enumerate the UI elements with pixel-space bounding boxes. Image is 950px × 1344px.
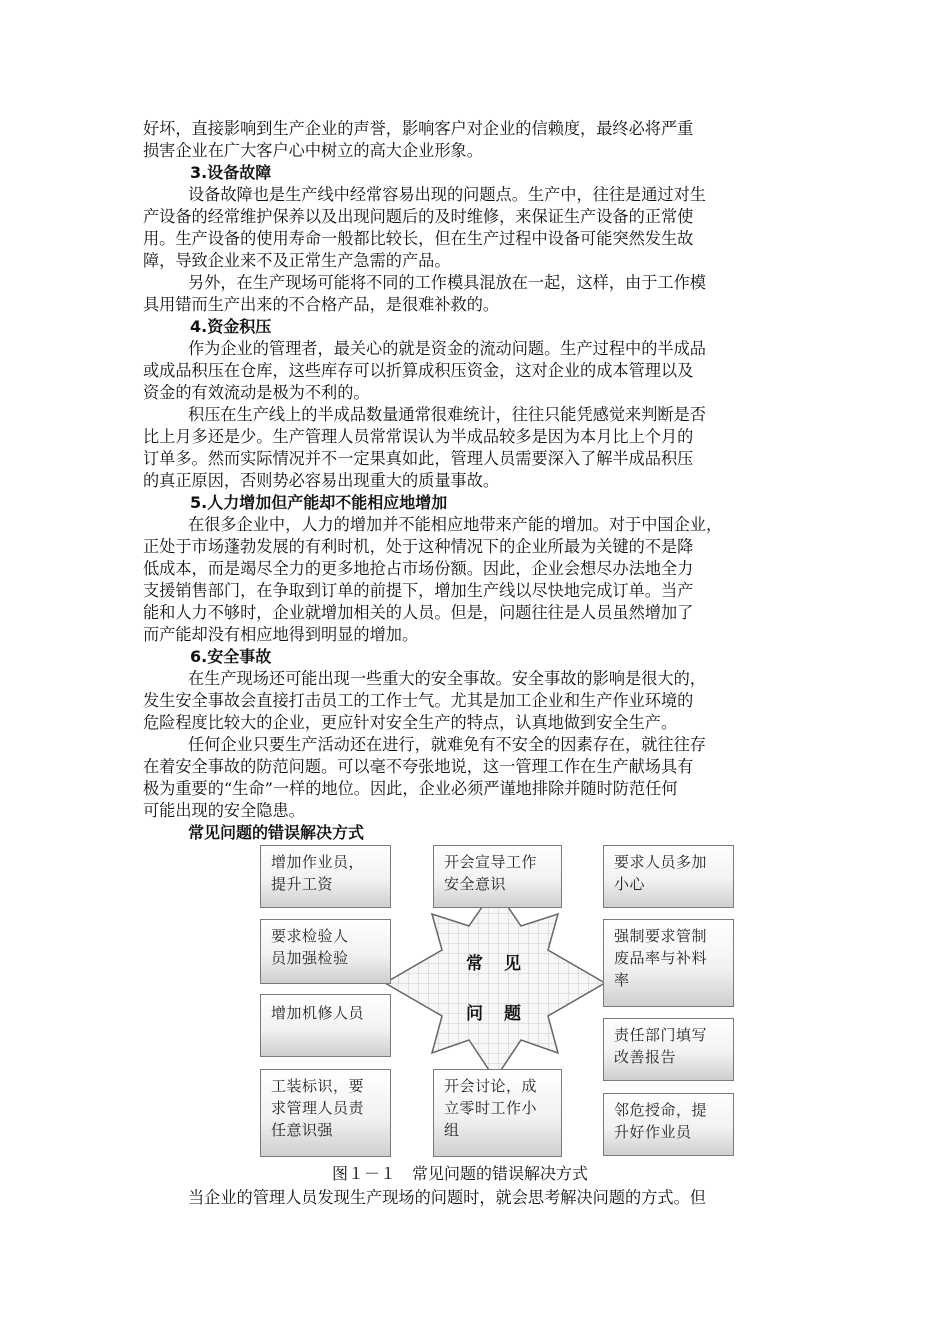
box-text: 立零时工作小 — [444, 1099, 538, 1117]
paragraph-line: 资金的有效流动是极为不利的。 — [143, 383, 370, 402]
box-text: 率 — [614, 971, 630, 989]
box-text: 小心 — [614, 875, 646, 893]
solution-box — [260, 994, 391, 1057]
box-text: 改善报告 — [614, 1048, 677, 1066]
box-text: 增加机修人员 — [271, 1004, 365, 1022]
box-text: 工装标识，要 — [271, 1077, 365, 1095]
paragraph-line: 损害企业在广大客户心中树立的高大企业形象。 — [143, 141, 483, 160]
solution-box — [603, 1093, 734, 1156]
section-heading-3: 3.设备故障 — [190, 163, 272, 182]
solution-box — [260, 845, 391, 908]
box-text: 开会宣导工作 — [444, 853, 538, 871]
paragraph-line: 而产能却没有相应地得到明显的增加。 — [143, 625, 419, 644]
paragraph-line: 极为重要的“生命”一样的地位。因此，企业必须严谨地排除并随时防范任何 — [143, 779, 678, 798]
box-text: 要求人员多加 — [614, 853, 708, 871]
box-text: 求管理人员责 — [271, 1099, 365, 1117]
star-shape — [385, 888, 605, 1079]
box-text: 组 — [444, 1121, 460, 1139]
box-text: 开会讨论，成 — [444, 1077, 538, 1095]
paragraph-line: 设备故障也是生产线中经常容易出现的问题点。生产中，往往是通过对生 — [188, 185, 706, 204]
paragraph-line: 危险程度比较大的企业，更应针对安全生产的特点，认真地做到安全生产。 — [143, 713, 678, 732]
paragraph-line: 能和人力不够时，企业就增加相关的人员。但是，问题往往是人员虽然增加了 — [143, 603, 694, 622]
figure-heading: 常见问题的错误解决方式 — [188, 823, 365, 842]
solution-box — [260, 1069, 391, 1157]
figure-caption: 图１－１ 常见问题的错误解决方式 — [332, 1164, 589, 1183]
section-heading-6: 6.安全事故 — [190, 647, 272, 666]
paragraph-line: 用。生产设备的使用寿命一般都比较长，但在生产过程中设备可能突然发生故 — [143, 229, 694, 248]
paragraph-line: 在很多企业中，人力的增加并不能相应地带来产能的增加。对于中国企业， — [188, 515, 723, 534]
paragraph-line: 在生产现场还可能出现一些重大的安全事故。安全事故的影响是很大的， — [188, 669, 706, 688]
paragraph-line: 可能出现的安全隐患。 — [143, 801, 305, 820]
paragraph-line: 或成品积压在仓库，这些库存可以折算成积压资金，这对企业的成本管理以及 — [143, 361, 694, 380]
common-problems-figure — [258, 843, 736, 1159]
box-text: 责任部门填写 — [614, 1026, 708, 1044]
box-text: 邻危授命，提 — [614, 1101, 708, 1119]
paragraph-line: 障，导致企业来不及正常生产急需的产品。 — [143, 251, 451, 270]
box-text: 废品率与补料 — [614, 949, 708, 967]
paragraph-line: 低成本，而是竭尽全力的更多地抢占市场份额。因此，企业会想尽办法地全力 — [143, 559, 694, 578]
box-text: 任意识强 — [271, 1121, 334, 1139]
paragraph-line: 订单多。然而实际情况并不一定果真如此，管理人员需要深入了解半成品积压 — [143, 449, 694, 468]
paragraph-line: 在着安全事故的防范问题。可以毫不夸张地说，这一管理工作在生产献场具有 — [143, 757, 694, 776]
solution-box — [603, 845, 734, 908]
paragraph-line: 具用错而生产出来的不合格产品，是很难补救的。 — [143, 295, 500, 314]
box-text: 升好作业员 — [614, 1123, 692, 1141]
box-text: 安全意识 — [444, 875, 507, 893]
center-char: 问 — [466, 1004, 483, 1024]
center-char: 常 — [466, 954, 483, 974]
section-heading-5: 5.人力增加但产能却不能相应地增加 — [190, 493, 448, 512]
paragraph-line: 另外，在生产现场可能将不同的工作模具混放在一起，这样，由于工作模 — [188, 273, 706, 292]
paragraph-line: 当企业的管理人员发现生产现场的问题时，就会思考解决问题的方式。但 — [188, 1188, 706, 1207]
box-text: 要求检验人 — [271, 927, 349, 945]
paragraph-line: 的真正原因，否则势必容易出现重大的质量事故。 — [143, 471, 500, 490]
paragraph-line: 积压在生产线上的半成品数量通常很难统计，往往只能凭感觉来判断是否 — [188, 405, 706, 424]
paragraph-line: 正处于市场蓬勃发展的有利时机，处于这种情况下的企业所最为关键的不是降 — [143, 537, 694, 556]
section-heading-4: 4.资金积压 — [190, 317, 272, 336]
solution-box — [260, 919, 391, 984]
paragraph-line: 任何企业只要生产活动还在进行，就难免有不安全的因素存在，就往往存 — [188, 735, 706, 754]
paragraph-line: 发生安全事故会直接打击员工的工作士气。尤其是加工企业和生产作业环境的 — [143, 691, 694, 710]
solution-box — [433, 845, 562, 908]
box-text: 员加强检验 — [271, 949, 349, 967]
paragraph-line: 作为企业的管理者，最关心的就是资金的流动问题。生产过程中的半成品 — [188, 339, 706, 358]
paragraph-line: 好坏，直接影响到生产企业的声誉，影响客户对企业的信赖度，最终必将严重 — [143, 119, 694, 138]
solution-box — [603, 919, 734, 1007]
box-text: 提升工资 — [271, 875, 334, 893]
box-text: 强制要求管制 — [614, 927, 708, 945]
paragraph-line: 产设备的经常维护保养以及出现问题后的及时维修，来保证生产设备的正常使 — [143, 207, 694, 226]
solution-box — [603, 1018, 734, 1081]
paragraph-line: 支援销售部门，在争取到订单的前提下，增加生产线以尽快地完成订单。当产 — [143, 581, 694, 600]
box-text: 增加作业员， — [271, 853, 365, 871]
center-char: 见 — [504, 954, 521, 974]
paragraph-line: 比上月多还是少。生产管理人员常常误认为半成品较多是因为本月比上个月的 — [143, 427, 694, 446]
solution-box — [433, 1069, 562, 1157]
center-char: 题 — [504, 1004, 521, 1024]
